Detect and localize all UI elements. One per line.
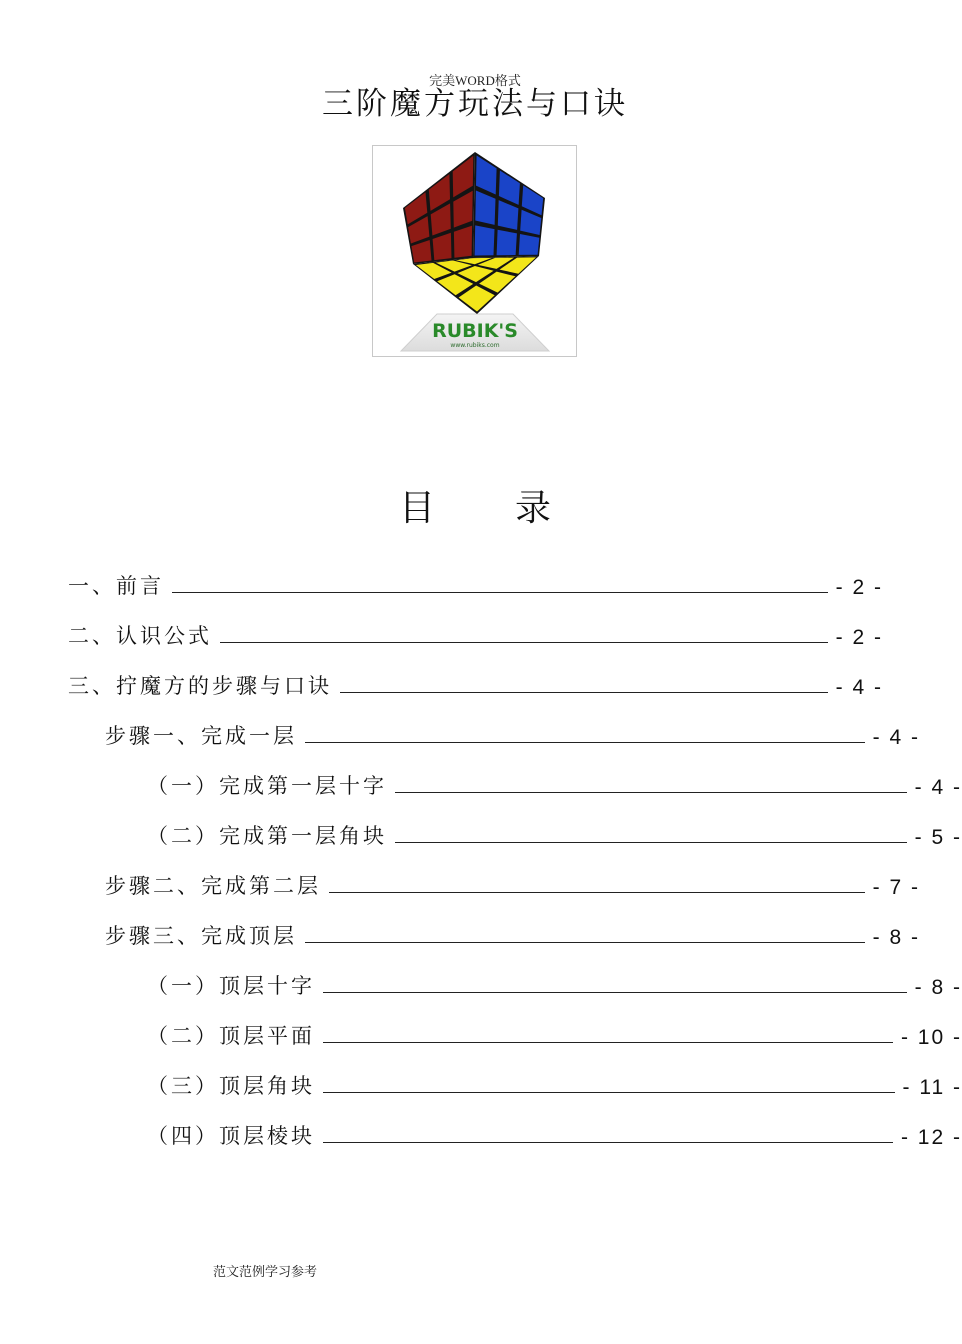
toc-leader-line	[329, 892, 865, 893]
toc-entry-page: - 5 -	[914, 826, 962, 849]
toc-leader-line	[395, 842, 907, 843]
cube-face-yellow	[413, 256, 539, 314]
toc-entry[interactable]	[68, 1110, 962, 1150]
toc-entry-page: - 2 -	[835, 576, 883, 599]
toc-entry[interactable]	[68, 1010, 962, 1050]
cube-sticker	[475, 225, 495, 255]
footer-note: 范文范例学习参考	[213, 1265, 318, 1280]
toc-entry-page: - 4 -	[914, 776, 962, 799]
toc-entry-label: （一）完成第一层十字	[147, 774, 387, 798]
toc-entry-page: - 10 -	[900, 1026, 962, 1049]
toc-leader-line	[323, 1042, 893, 1043]
toc-entry[interactable]	[68, 610, 883, 650]
toc-heading	[0, 480, 950, 531]
toc-leader-line	[305, 742, 865, 743]
toc-entry-page: - 8 -	[872, 926, 920, 949]
toc-leader-line	[220, 642, 828, 643]
toc-entry-label: （一）顶层十字	[147, 974, 315, 998]
toc-entry-page: - 4 -	[872, 726, 920, 749]
toc-leader-line	[395, 792, 907, 793]
rubiks-cube-illustration	[373, 146, 576, 356]
toc-heading-left: 目	[398, 488, 435, 529]
toc-entry-label: （四）顶层棱块	[147, 1124, 315, 1148]
toc-entry[interactable]	[68, 910, 920, 950]
toc-entry-label: 三、拧魔方的步骤与口诀	[68, 674, 332, 698]
toc-leader-line	[305, 942, 865, 943]
toc-entry-page: - 11 -	[902, 1076, 962, 1099]
cube-body	[403, 152, 545, 314]
toc-entry-page: - 12 -	[900, 1126, 962, 1149]
document-title: 三阶魔方玩法与口诀	[322, 86, 628, 122]
cube-face-red	[403, 152, 475, 264]
toc-leader-line	[340, 692, 828, 693]
toc-entry-label: 步骤二、完成第二层	[105, 874, 321, 898]
toc-entry[interactable]	[68, 960, 962, 1000]
toc-entry[interactable]	[68, 860, 920, 900]
toc-entry[interactable]	[68, 660, 883, 700]
toc-entry-label: 步骤一、完成一层	[105, 724, 297, 748]
cube-face-blue	[473, 152, 545, 258]
toc-leader-line	[323, 1142, 893, 1143]
toc-entry-label: （二）完成第一层角块	[147, 824, 387, 848]
toc-entry[interactable]	[68, 710, 920, 750]
toc-heading-right: 录	[515, 488, 552, 529]
toc-entry-label: 二、认识公式	[68, 624, 212, 648]
toc-entry[interactable]	[68, 810, 962, 850]
rubiks-cube-image	[372, 145, 577, 357]
cube-sticker	[519, 234, 540, 255]
toc-entry[interactable]	[68, 560, 883, 600]
toc-entry[interactable]	[68, 1060, 962, 1100]
toc-entry-label: （二）顶层平面	[147, 1024, 315, 1048]
toc-entry-page: - 4 -	[835, 676, 883, 699]
toc-entry-page: - 7 -	[872, 876, 920, 899]
cube-sticker	[497, 230, 517, 256]
toc-leader-line	[323, 1092, 895, 1093]
toc-entry-label: （三）顶层角块	[147, 1074, 315, 1098]
toc-entry-page: - 8 -	[914, 976, 962, 999]
toc-leader-line	[323, 992, 907, 993]
toc-leader-line	[172, 592, 828, 593]
toc-entry-label: 一、前言	[68, 574, 164, 598]
brand-url: www.rubiks.com	[450, 342, 500, 349]
header-note: 完美WORD格式	[429, 73, 521, 88]
toc-entry[interactable]	[68, 760, 962, 800]
toc-entry-page: - 2 -	[835, 626, 883, 649]
toc-entry-label: 步骤三、完成顶层	[105, 924, 297, 948]
brand-logo: RUBIK'S	[432, 320, 518, 342]
